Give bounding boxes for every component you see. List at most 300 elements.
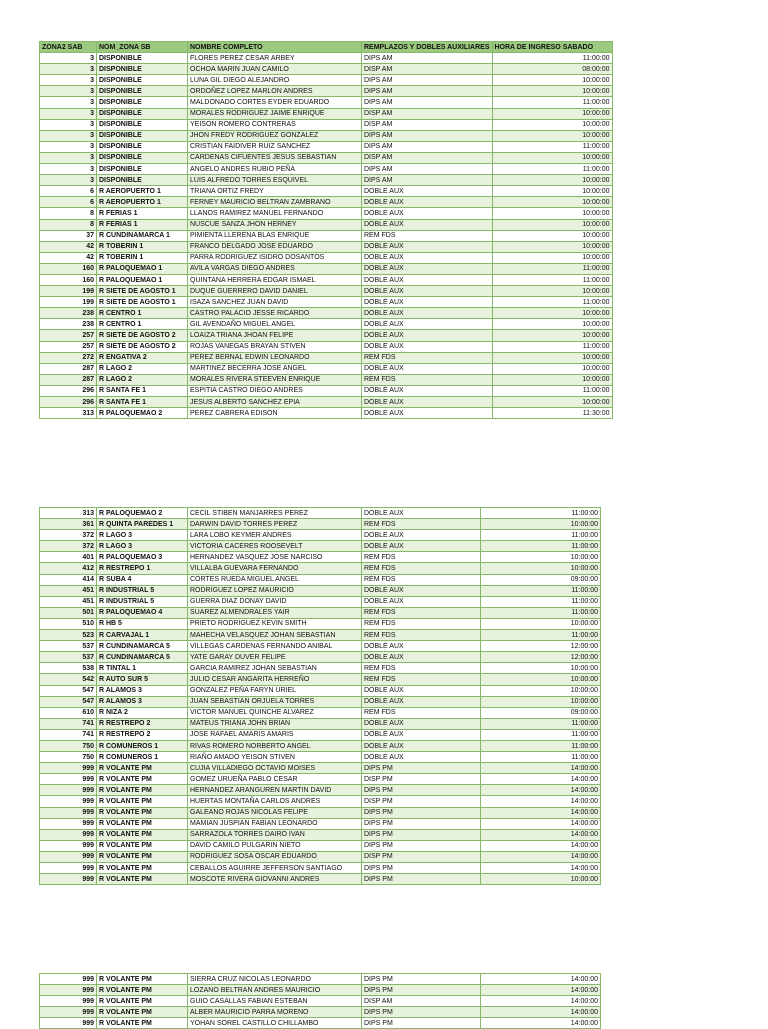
cell-remplazo[interactable]: DISP AM [362,64,493,75]
cell-nom-zona[interactable]: DISPONIBLE [97,64,188,75]
cell-hora[interactable]: 10:00:00 [492,208,612,219]
cell-remplazo[interactable]: DOBLE AUX [362,341,493,352]
cell-remplazo[interactable]: DOBLE AUX [362,252,493,263]
cell-hora[interactable]: 11:00:00 [481,752,601,763]
cell-remplazo[interactable]: DISP AM [362,119,493,130]
cell-hora[interactable]: 10:00:00 [492,108,612,119]
cell-nom-zona[interactable]: R SUBA 4 [97,574,188,585]
cell-nom-zona[interactable]: R SIETE DE AGOSTO 2 [97,330,188,341]
cell-hora[interactable]: 11:00:00 [492,385,612,396]
cell-nom-zona[interactable]: R AEROPUERTO 1 [97,186,188,197]
cell-hora[interactable]: 14:00:00 [481,774,601,785]
cell-remplazo[interactable]: DIPS PM [362,1007,481,1018]
cell-remplazo[interactable]: DOBLE AUX [362,197,493,208]
cell-nombre[interactable]: HERNANDEZ ARANGUREN MARTIN DAVID [188,785,362,796]
cell-nom-zona[interactable]: R CUNDINAMARCA 5 [97,641,188,652]
cell-zona[interactable]: 610 [40,707,97,718]
cell-zona[interactable]: 451 [40,596,97,607]
cell-nombre[interactable]: GIL AVENDAÑO MIGUEL ANGEL [188,319,362,330]
cell-remplazo[interactable]: DIPS PM [362,863,481,874]
cell-zona[interactable]: 3 [40,175,97,186]
cell-zona[interactable]: 999 [40,807,97,818]
cell-remplazo[interactable]: REM FDS [362,230,493,241]
cell-nombre[interactable]: ANGELO ANDRES RUBIO PEÑA [188,164,362,175]
cell-nom-zona[interactable]: R COMUNEROS 1 [97,740,188,751]
cell-remplazo[interactable]: DOBLE AUX [362,685,481,696]
cell-remplazo[interactable]: DOBLE AUX [362,241,493,252]
cell-nombre[interactable]: CARDENAS CIFUENTES JESUS SEBASTIAN [188,152,362,163]
cell-zona[interactable]: 401 [40,552,97,563]
cell-zona[interactable]: 3 [40,86,97,97]
cell-hora[interactable]: 10:00:00 [492,308,612,319]
cell-nombre[interactable]: FERNEY MAURICIO BELTRAN ZAMBRANO [188,197,362,208]
cell-remplazo[interactable]: DOBLE AUX [362,530,481,541]
cell-nombre[interactable]: JUAN SEBASTIAN ORJUELA TORRES [188,696,362,707]
cell-remplazo[interactable]: REM FDS [362,663,481,674]
cell-nom-zona[interactable]: R SANTA FE 1 [97,385,188,396]
cell-hora[interactable]: 10:00:00 [492,75,612,86]
cell-nom-zona[interactable]: R VOLANTE PM [97,851,188,862]
cell-nombre[interactable]: CASTRO PALACIO JESSE RICARDO [188,308,362,319]
cell-remplazo[interactable]: REM FDS [362,352,493,363]
cell-remplazo[interactable]: DOBLE AUX [362,585,481,596]
cell-hora[interactable]: 09:00:00 [481,707,601,718]
cell-zona[interactable]: 412 [40,563,97,574]
cell-nom-zona[interactable]: R COMUNEROS 1 [97,752,188,763]
cell-nom-zona[interactable]: R SIETE DE AGOSTO 1 [97,286,188,297]
cell-zona[interactable]: 238 [40,319,97,330]
cell-hora[interactable]: 10:00:00 [481,874,601,885]
cell-remplazo[interactable]: DIPS PM [362,818,481,829]
cell-hora[interactable]: 14:00:00 [481,796,601,807]
cell-remplazo[interactable]: DISP PM [362,796,481,807]
cell-nom-zona[interactable]: R RESTREPO 2 [97,718,188,729]
cell-remplazo[interactable]: DISP AM [362,152,493,163]
cell-nombre[interactable]: RODRIGUEZ LOPEZ MAURICIO [188,585,362,596]
cell-hora[interactable]: 11:00:00 [481,530,601,541]
cell-zona[interactable]: 3 [40,53,97,64]
cell-remplazo[interactable]: DOBLE AUX [362,740,481,751]
cell-nombre[interactable]: MALDONADO CORTES EYDER EDUARDO [188,97,362,108]
cell-zona[interactable]: 510 [40,618,97,629]
cell-zona[interactable]: 999 [40,996,97,1007]
cell-nombre[interactable]: ROJAS VANEGAS BRAYAN STIVEN [188,341,362,352]
cell-remplazo[interactable]: DIPS PM [362,840,481,851]
cell-zona[interactable]: 257 [40,330,97,341]
cell-hora[interactable]: 10:00:00 [492,363,612,374]
cell-zona[interactable]: 3 [40,119,97,130]
cell-nombre[interactable]: MOSCOTE RIVERA GIOVANNI ANDRES [188,874,362,885]
cell-hora[interactable]: 14:00:00 [481,974,601,985]
cell-hora[interactable]: 14:00:00 [481,996,601,1007]
cell-nombre[interactable]: CECIL STIBEN MANJARRES PEREZ [188,508,362,519]
cell-zona[interactable]: 3 [40,97,97,108]
cell-hora[interactable]: 11:00:00 [481,508,601,519]
cell-nom-zona[interactable]: R VOLANTE PM [97,774,188,785]
cell-nom-zona[interactable]: DISPONIBLE [97,164,188,175]
cell-nom-zona[interactable]: R PALOQUEMAO 4 [97,607,188,618]
cell-nombre[interactable]: JULIO CESAR ANGARITA HERREÑO [188,674,362,685]
cell-zona[interactable]: 523 [40,630,97,641]
cell-hora[interactable]: 11:00:00 [492,53,612,64]
cell-nom-zona[interactable]: R VOLANTE PM [97,996,188,1007]
cell-remplazo[interactable]: DOBLE AUX [362,308,493,319]
cell-nombre[interactable]: JOSE RAFAEL AMARIS AMARIS [188,729,362,740]
cell-nombre[interactable]: CEBALLOS AGUIRRE JEFFERSON SANTIAGO [188,863,362,874]
cell-hora[interactable]: 11:00:00 [481,630,601,641]
cell-nom-zona[interactable]: R VOLANTE PM [97,974,188,985]
cell-nom-zona[interactable]: R CENTRO 1 [97,308,188,319]
cell-nom-zona[interactable]: DISPONIBLE [97,119,188,130]
cell-nombre[interactable]: VILLALBA GUEVARA FERNANDO [188,563,362,574]
cell-hora[interactable]: 10:00:00 [481,685,601,696]
cell-zona[interactable]: 999 [40,1018,97,1029]
cell-nom-zona[interactable]: R VOLANTE PM [97,1018,188,1029]
header-zona[interactable]: ZONA2 SAB [40,42,97,53]
cell-nom-zona[interactable]: R CUNDINAMARCA 1 [97,230,188,241]
cell-nom-zona[interactable]: R LAGO 2 [97,363,188,374]
cell-remplazo[interactable]: DIPS AM [362,141,493,152]
cell-remplazo[interactable]: REM FDS [362,552,481,563]
cell-remplazo[interactable]: DOBLE AUX [362,286,493,297]
cell-nom-zona[interactable]: R VOLANTE PM [97,1007,188,1018]
cell-remplazo[interactable]: REM FDS [362,563,481,574]
cell-zona[interactable]: 42 [40,241,97,252]
cell-nombre[interactable]: DARWIN DAVID TORRES PEREZ [188,519,362,530]
cell-zona[interactable]: 999 [40,851,97,862]
cell-remplazo[interactable]: DOBLE AUX [362,319,493,330]
cell-nom-zona[interactable]: DISPONIBLE [97,86,188,97]
cell-zona[interactable]: 999 [40,763,97,774]
cell-zona[interactable]: 199 [40,286,97,297]
cell-hora[interactable]: 14:00:00 [481,840,601,851]
cell-nombre[interactable]: GARCIA RAMIREZ JOHAN SEBASTIAN [188,663,362,674]
cell-hora[interactable]: 14:00:00 [481,807,601,818]
cell-nombre[interactable]: JESUS ALBERTO SANCHEZ EPIA [188,397,362,408]
cell-nom-zona[interactable]: DISPONIBLE [97,75,188,86]
cell-zona[interactable]: 547 [40,685,97,696]
cell-remplazo[interactable]: DIPS PM [362,974,481,985]
cell-remplazo[interactable]: REM FDS [362,574,481,585]
cell-remplazo[interactable]: DOBLE AUX [362,752,481,763]
cell-nombre[interactable]: FRANCO DELGADO JOSE EDUARDO [188,241,362,252]
cell-zona[interactable]: 741 [40,729,97,740]
cell-nombre[interactable]: TRIANA ORTIZ FREDY [188,186,362,197]
cell-hora[interactable]: 11:00:00 [481,596,601,607]
cell-nombre[interactable]: LOZANO BELTRAN ANDRES MAURICIO [188,985,362,996]
cell-nom-zona[interactable]: R CARVAJAL 1 [97,630,188,641]
cell-zona[interactable]: 750 [40,740,97,751]
cell-nom-zona[interactable]: R LAGO 3 [97,541,188,552]
cell-nom-zona[interactable]: R HB 5 [97,618,188,629]
cell-nom-zona[interactable]: R RESTREPO 1 [97,563,188,574]
cell-hora[interactable]: 10:00:00 [481,663,601,674]
cell-hora[interactable]: 10:00:00 [481,618,601,629]
cell-nom-zona[interactable]: R SIETE DE AGOSTO 1 [97,297,188,308]
cell-remplazo[interactable]: DOBLE AUX [362,297,493,308]
cell-remplazo[interactable]: DOBLE AUX [362,186,493,197]
cell-nom-zona[interactable]: R ENGATIVA 2 [97,352,188,363]
cell-nom-zona[interactable]: R VOLANTE PM [97,796,188,807]
cell-nombre[interactable]: ESPITIA CASTRO DIEGO ANDRES [188,385,362,396]
cell-nombre[interactable]: ORDOÑEZ LOPEZ MARLON ANDRES [188,86,362,97]
cell-zona[interactable]: 3 [40,164,97,175]
cell-nom-zona[interactable]: R SIETE DE AGOSTO 2 [97,341,188,352]
cell-zona[interactable]: 8 [40,208,97,219]
cell-zona[interactable]: 451 [40,585,97,596]
cell-zona[interactable]: 542 [40,674,97,685]
cell-nombre[interactable]: LOAIZA TRIANA JHOAN FELIPE [188,330,362,341]
cell-nombre[interactable]: MATEUS TRIANA JOHN BRIAN [188,718,362,729]
cell-hora[interactable]: 10:00:00 [492,397,612,408]
cell-nombre[interactable]: PRIETO RODRIGUEZ KEVIN SMITH [188,618,362,629]
cell-nombre[interactable]: GOMEZ URUEÑA PABLO CESAR [188,774,362,785]
cell-nombre[interactable]: YOHAN SOREL CASTILLO CHILLAMBO [188,1018,362,1029]
cell-nombre[interactable]: PARRA RODRIGUEZ ISIDRO DOSANTOS [188,252,362,263]
cell-zona[interactable]: 6 [40,197,97,208]
cell-nombre[interactable]: AVILA VARGAS DIEGO ANDRES [188,263,362,274]
cell-remplazo[interactable]: DOBLE AUX [362,363,493,374]
cell-hora[interactable]: 10:00:00 [492,186,612,197]
cell-nom-zona[interactable]: R VOLANTE PM [97,863,188,874]
cell-hora[interactable]: 11:00:00 [492,274,612,285]
cell-hora[interactable]: 10:00:00 [481,674,601,685]
cell-hora[interactable]: 14:00:00 [481,785,601,796]
cell-nom-zona[interactable]: R VOLANTE PM [97,785,188,796]
cell-nom-zona[interactable]: R AUTO SUR 5 [97,674,188,685]
cell-nom-zona[interactable]: R PALOQUEMAO 3 [97,552,188,563]
cell-zona[interactable]: 257 [40,341,97,352]
cell-zona[interactable]: 999 [40,818,97,829]
cell-hora[interactable]: 11:00:00 [481,585,601,596]
cell-zona[interactable]: 272 [40,352,97,363]
cell-zona[interactable]: 313 [40,508,97,519]
cell-hora[interactable]: 10:00:00 [481,563,601,574]
cell-zona[interactable]: 999 [40,1007,97,1018]
cell-nombre[interactable]: MORALES RODRIGUEZ JAIME ENRIQUE [188,108,362,119]
cell-nombre[interactable]: VICTOR MANUEL QUINCHE ALVAREZ [188,707,362,718]
cell-hora[interactable]: 14:00:00 [481,851,601,862]
cell-remplazo[interactable]: DIPS PM [362,874,481,885]
cell-hora[interactable]: 11:00:00 [481,729,601,740]
cell-hora[interactable]: 14:00:00 [481,818,601,829]
cell-hora[interactable]: 11:00:00 [481,718,601,729]
cell-hora[interactable]: 10:00:00 [481,696,601,707]
cell-hora[interactable]: 10:00:00 [492,352,612,363]
cell-zona[interactable]: 999 [40,840,97,851]
cell-nombre[interactable]: MORALES RIVERA STEEVEN ENRIQUE [188,374,362,385]
cell-remplazo[interactable]: DOBLE AUX [362,208,493,219]
cell-remplazo[interactable]: DOBLE AUX [362,274,493,285]
cell-nombre[interactable]: PEREZ BERNAL EDWIN LEONARDO [188,352,362,363]
cell-zona[interactable]: 414 [40,574,97,585]
cell-hora[interactable]: 10:00:00 [492,286,612,297]
cell-hora[interactable]: 10:00:00 [492,197,612,208]
cell-nombre[interactable]: MAHECHA VELASQUEZ JOHAN SEBASTIAN [188,630,362,641]
cell-nombre[interactable]: GONZALEZ PEÑA FARYN URIEL [188,685,362,696]
cell-hora[interactable]: 11:00:00 [481,740,601,751]
cell-nombre[interactable]: MAMIAN JUSPIAN FABIAN LEONARDO [188,818,362,829]
cell-nom-zona[interactable]: R TINTAL 1 [97,663,188,674]
cell-nombre[interactable]: CORTES RUEDA MIGUEL ANGEL [188,574,362,585]
cell-zona[interactable]: 537 [40,652,97,663]
cell-nom-zona[interactable]: DISPONIBLE [97,175,188,186]
cell-hora[interactable]: 11:00:00 [481,607,601,618]
cell-nom-zona[interactable]: DISPONIBLE [97,97,188,108]
cell-nombre[interactable]: SIERRA CRUZ NICOLAS LEONARDO [188,974,362,985]
cell-nombre[interactable]: QUINTANA HERRERA EDGAR ISMAEL [188,274,362,285]
cell-nombre[interactable]: ISAZA SANCHEZ JUAN DAVID [188,297,362,308]
cell-remplazo[interactable]: DIPS PM [362,829,481,840]
cell-hora[interactable]: 12:00:00 [481,652,601,663]
cell-nombre[interactable]: SARRAZOLA TORRES DAIRO IVAN [188,829,362,840]
cell-zona[interactable]: 160 [40,274,97,285]
header-nom-zona[interactable]: NOM_ZONA SB [97,42,188,53]
cell-zona[interactable]: 999 [40,796,97,807]
cell-nom-zona[interactable]: R LAGO 3 [97,530,188,541]
cell-remplazo[interactable]: DIPS PM [362,985,481,996]
cell-nombre[interactable]: LUNA GIL DIEGO ALEJANDRO [188,75,362,86]
cell-remplazo[interactable]: DIPS AM [362,164,493,175]
cell-hora[interactable]: 10:00:00 [481,552,601,563]
cell-nom-zona[interactable]: DISPONIBLE [97,53,188,64]
cell-remplazo[interactable]: DISP AM [362,108,493,119]
cell-hora[interactable]: 14:00:00 [481,763,601,774]
cell-hora[interactable]: 10:00:00 [492,219,612,230]
cell-remplazo[interactable]: DIPS PM [362,807,481,818]
cell-nom-zona[interactable]: R AEROPUERTO 1 [97,197,188,208]
cell-nombre[interactable]: ALBER MAURICIO PARRA MORENO [188,1007,362,1018]
cell-nombre[interactable]: CUJIA VILLADIEGO OCTAVIO MOISES [188,763,362,774]
cell-nombre[interactable]: HUERTAS MONTAÑA CARLOS ANDRES [188,796,362,807]
cell-zona[interactable]: 750 [40,752,97,763]
cell-nombre[interactable]: RIAÑO AMADO YEISON STIVEN [188,752,362,763]
cell-remplazo[interactable]: DIPS PM [362,1018,481,1029]
cell-remplazo[interactable]: REM FDS [362,618,481,629]
cell-nom-zona[interactable]: R PALOQUEMAO 1 [97,274,188,285]
cell-nom-zona[interactable]: R INDUSTRIAL 5 [97,585,188,596]
cell-zona[interactable]: 287 [40,374,97,385]
cell-remplazo[interactable]: DOBLE AUX [362,263,493,274]
cell-nombre[interactable]: LLANOS RAMIREZ MANUEL FERNANDO [188,208,362,219]
cell-zona[interactable]: 999 [40,774,97,785]
cell-zona[interactable]: 313 [40,408,97,419]
cell-nom-zona[interactable]: R LAGO 2 [97,374,188,385]
cell-zona[interactable]: 999 [40,974,97,985]
cell-remplazo[interactable]: DOBLE AUX [362,652,481,663]
cell-nom-zona[interactable]: DISPONIBLE [97,108,188,119]
cell-hora[interactable]: 10:00:00 [492,330,612,341]
cell-nom-zona[interactable]: R PALOQUEMAO 2 [97,408,188,419]
cell-nombre[interactable]: GUERRA DIAZ DONAY DAVID [188,596,362,607]
cell-hora[interactable]: 10:00:00 [492,319,612,330]
cell-nombre[interactable]: LARA LOBO KEYMER ANDRES [188,530,362,541]
header-hora[interactable]: HORA DE INGRESO SABADO [492,42,612,53]
cell-remplazo[interactable]: DOBLE AUX [362,385,493,396]
cell-remplazo[interactable]: DOBLE AUX [362,641,481,652]
cell-remplazo[interactable]: REM FDS [362,674,481,685]
cell-hora[interactable]: 10:00:00 [492,252,612,263]
cell-nombre[interactable]: MARTINEZ BECERRA JOSE ANGEL [188,363,362,374]
cell-remplazo[interactable]: DIPS AM [362,175,493,186]
cell-zona[interactable]: 999 [40,863,97,874]
cell-zona[interactable]: 3 [40,64,97,75]
cell-remplazo[interactable]: REM FDS [362,607,481,618]
cell-nom-zona[interactable]: R VOLANTE PM [97,807,188,818]
cell-nombre[interactable]: JHON FREDY RODRIGUEZ GONZALEZ [188,130,362,141]
cell-nombre[interactable]: PIMIENTA LLERENA BLAS ENRIQUE [188,230,362,241]
cell-nombre[interactable]: GUIO CASALLAS FABIAN ESTEBAN [188,996,362,1007]
cell-zona[interactable]: 6 [40,186,97,197]
cell-nombre[interactable]: PEREZ CABRERA EDISON [188,408,362,419]
cell-nom-zona[interactable]: R PALOQUEMAO 1 [97,263,188,274]
cell-hora[interactable]: 14:00:00 [481,985,601,996]
cell-zona[interactable]: 741 [40,718,97,729]
cell-zona[interactable]: 547 [40,696,97,707]
cell-hora[interactable]: 14:00:00 [481,1007,601,1018]
cell-remplazo[interactable]: DIPS AM [362,86,493,97]
cell-zona[interactable]: 999 [40,829,97,840]
header-remplazos[interactable]: REMPLAZOS Y DOBLES AUXILIARES [362,42,493,53]
cell-remplazo[interactable]: DISP PM [362,774,481,785]
cell-zona[interactable]: 199 [40,297,97,308]
cell-hora[interactable]: 10:00:00 [492,86,612,97]
cell-hora[interactable]: 10:00:00 [492,175,612,186]
cell-nombre[interactable]: HERNANDEZ VASQUEZ JOSE NARCISO [188,552,362,563]
cell-remplazo[interactable]: REM FDS [362,374,493,385]
cell-nombre[interactable]: VICTORIA CACERES ROOSEVELT [188,541,362,552]
cell-nom-zona[interactable]: R NIZA 2 [97,707,188,718]
cell-nom-zona[interactable]: R FERIAS 1 [97,219,188,230]
cell-nom-zona[interactable]: R RESTREPO 2 [97,729,188,740]
cell-zona[interactable]: 37 [40,230,97,241]
cell-nom-zona[interactable]: R VOLANTE PM [97,829,188,840]
cell-hora[interactable]: 10:00:00 [492,374,612,385]
cell-hora[interactable]: 09:00:00 [481,574,601,585]
cell-nom-zona[interactable]: R TOBERIN 1 [97,241,188,252]
cell-nombre[interactable]: RODRIGUEZ SOSA OSCAR EDUARDO [188,851,362,862]
cell-hora[interactable]: 08:00:00 [492,64,612,75]
cell-remplazo[interactable]: DISP PM [362,851,481,862]
cell-nombre[interactable]: SUAREZ ALMENDRALES YAIR [188,607,362,618]
cell-hora[interactable]: 11:00:00 [492,97,612,108]
cell-nombre[interactable]: VILLEGAS CARDENAS FERNANDO ANIBAL [188,641,362,652]
cell-zona[interactable]: 372 [40,541,97,552]
cell-nom-zona[interactable]: R ALAMOS 3 [97,696,188,707]
cell-remplazo[interactable]: REM FDS [362,630,481,641]
cell-remplazo[interactable]: DOBLE AUX [362,729,481,740]
cell-remplazo[interactable]: DOBLE AUX [362,408,493,419]
cell-nombre[interactable]: OCHOA MARIN JUAN CAMILO [188,64,362,75]
cell-nom-zona[interactable]: R QUINTA PAREDES 1 [97,519,188,530]
cell-nombre[interactable]: YEISON ROMERO CONTRERAS [188,119,362,130]
cell-hora[interactable]: 12:00:00 [481,641,601,652]
cell-nom-zona[interactable]: R FERIAS 1 [97,208,188,219]
cell-remplazo[interactable]: DISP AM [362,996,481,1007]
cell-zona[interactable]: 501 [40,607,97,618]
cell-nombre[interactable]: RIVAS ROMERO NORBERTO ANGEL [188,740,362,751]
cell-zona[interactable]: 3 [40,75,97,86]
cell-remplazo[interactable]: DIPS PM [362,763,481,774]
cell-nombre[interactable]: YATE GARAY DUVER FELIPE [188,652,362,663]
cell-nombre[interactable]: CRISTIAN FAIDIVER RUIZ SANCHEZ [188,141,362,152]
cell-hora[interactable]: 11:00:00 [492,164,612,175]
cell-nom-zona[interactable]: R CENTRO 1 [97,319,188,330]
cell-zona[interactable]: 238 [40,308,97,319]
cell-zona[interactable]: 8 [40,219,97,230]
cell-remplazo[interactable]: DOBLE AUX [362,696,481,707]
cell-hora[interactable]: 14:00:00 [481,863,601,874]
